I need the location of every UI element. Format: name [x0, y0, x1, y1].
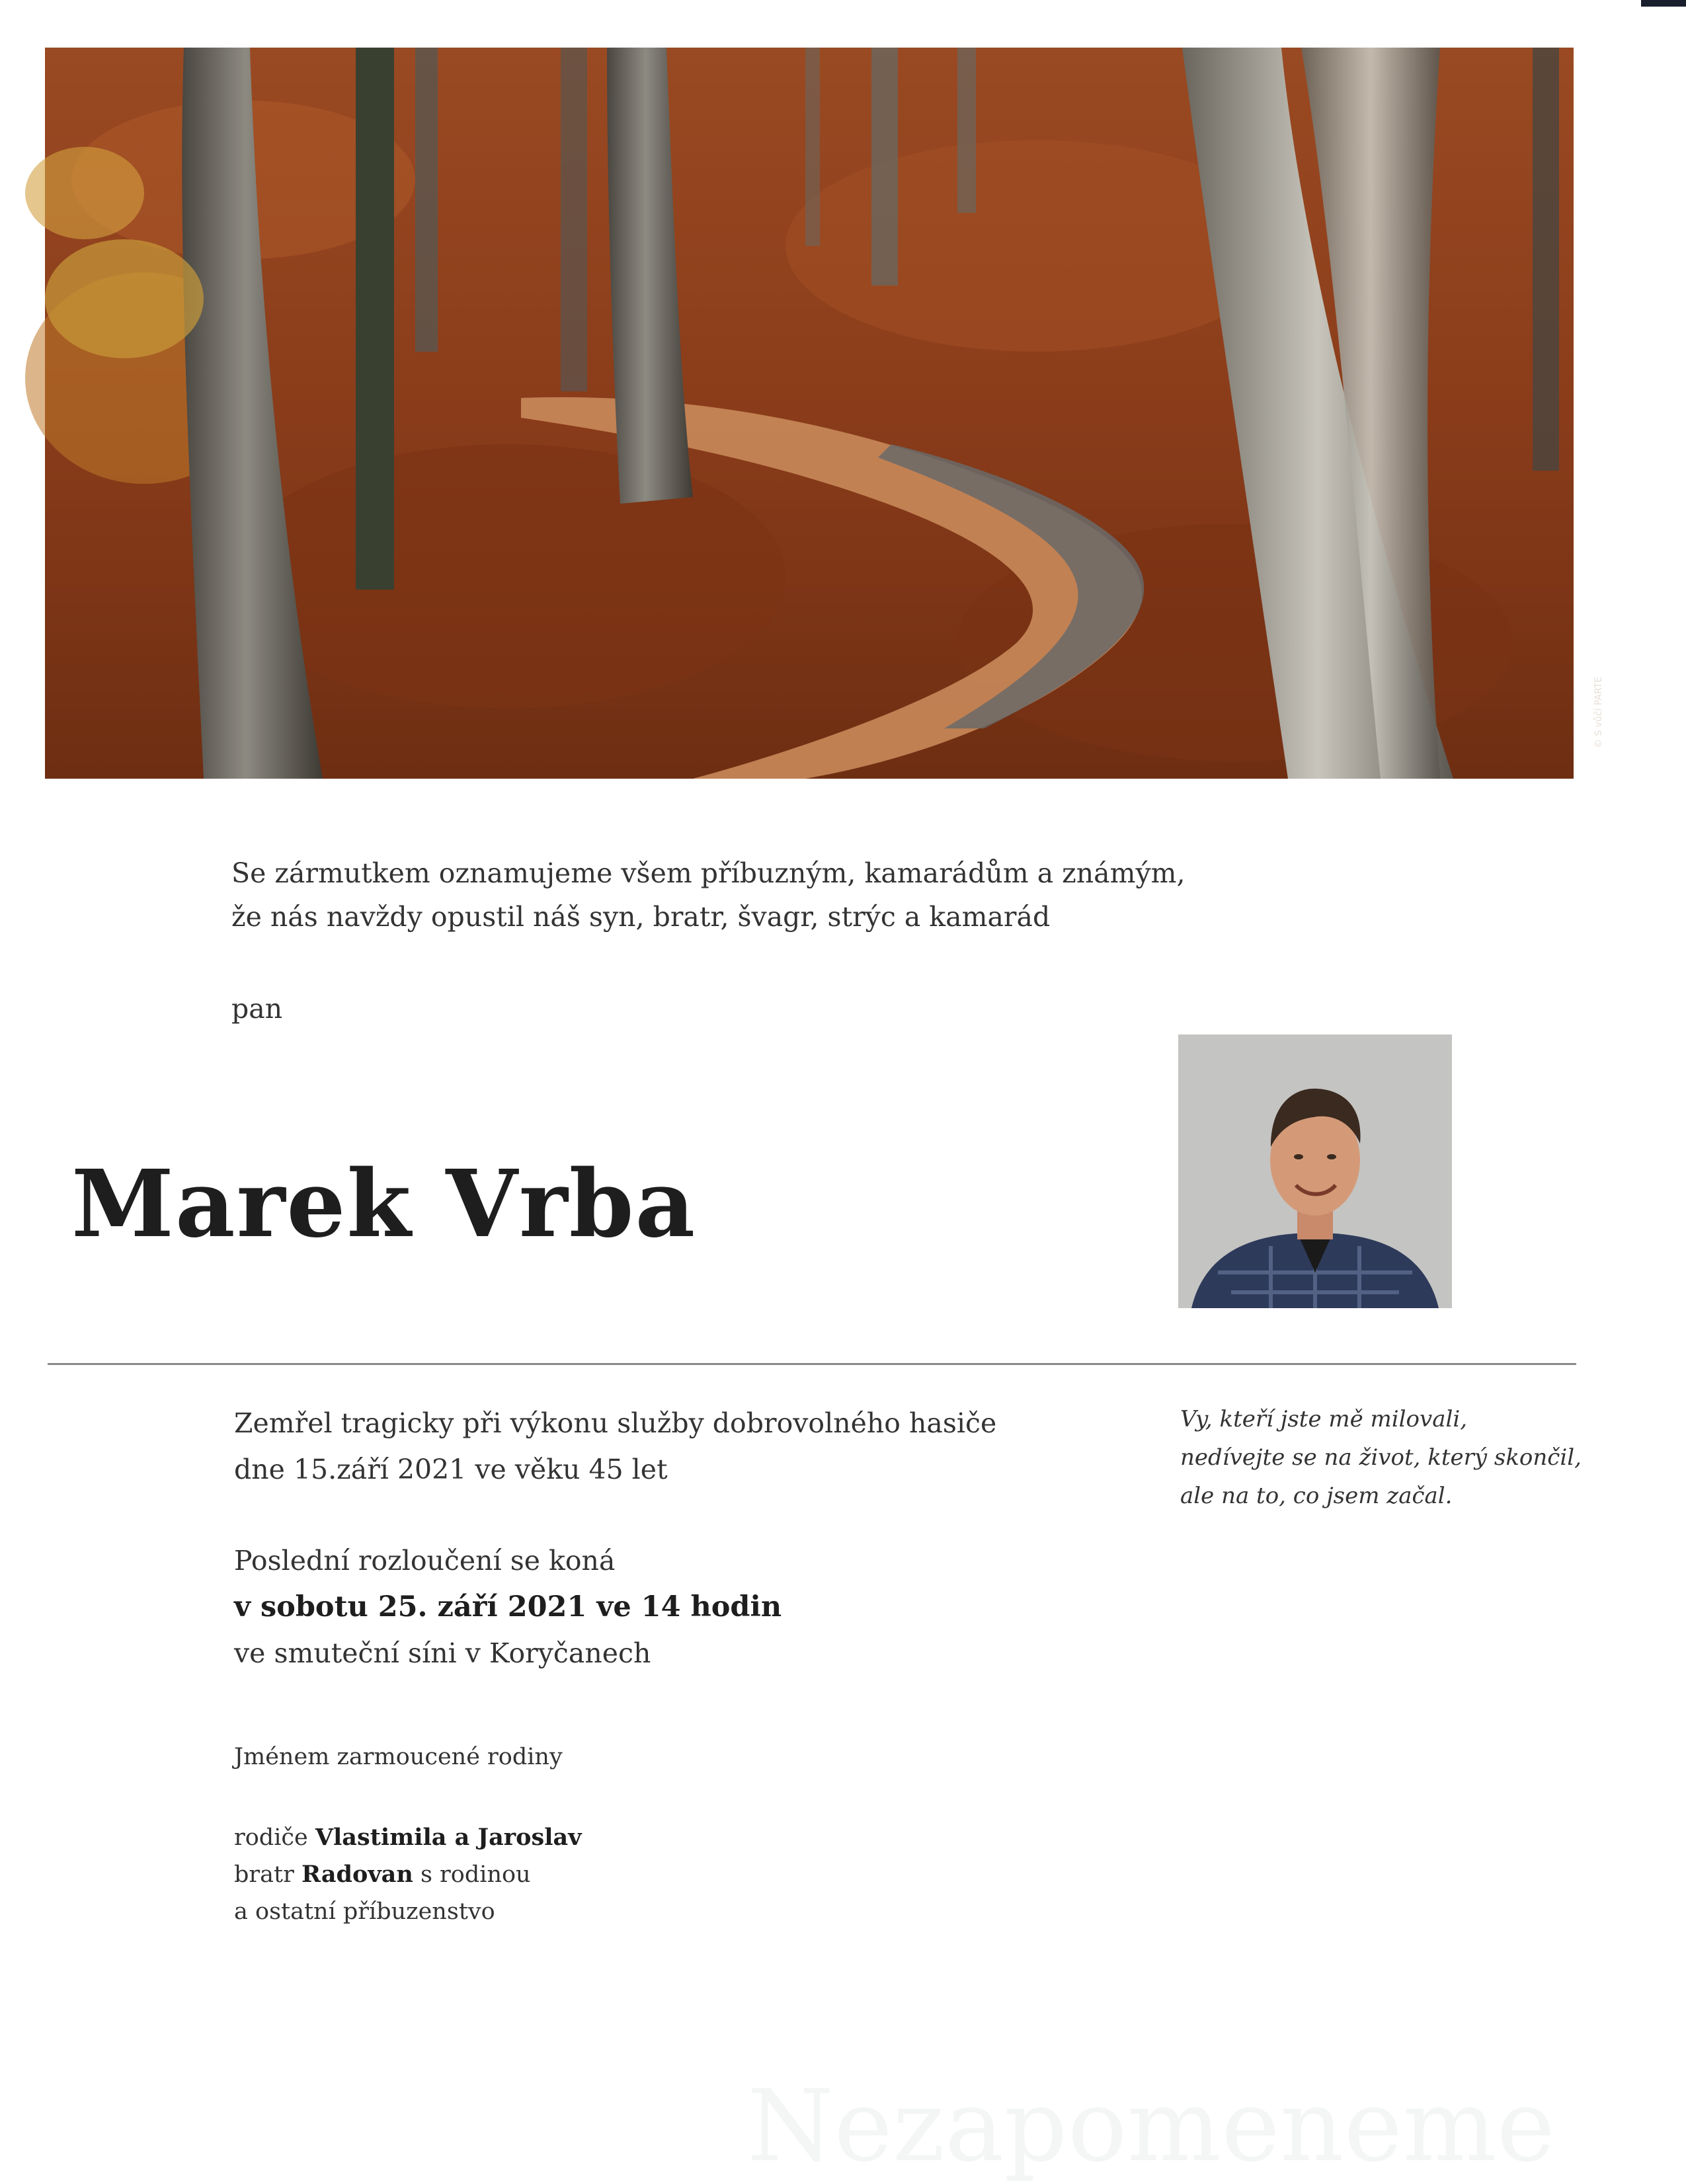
quote-line-3: ale na to, co jsem začal.	[1180, 1483, 1453, 1509]
death-info-line-1: Zemřel tragicky při výkonu služby dobrovolného hasiče	[234, 1407, 997, 1439]
quote-line-1: Vy, kteří jste mě milovali,	[1180, 1406, 1468, 1432]
family-others: a ostatní příbuzenstvo	[234, 1898, 495, 1925]
memorial-quote	[1180, 1400, 1582, 1515]
forest-illustration	[45, 48, 1574, 779]
farewell-info	[234, 1538, 782, 1676]
farewell-location: ve smuteční síni v Koryčanech	[234, 1637, 651, 1669]
parents-prefix: rodiče	[234, 1824, 308, 1851]
quote-line-2: nedívejte se na život, který skončil,	[1180, 1444, 1582, 1471]
parents-names: Vlastimila a Jaroslav	[315, 1824, 582, 1851]
photo-credit: © S vůčí PARTE	[1593, 676, 1604, 748]
farewell-line-1: Poslední rozloučení se koná	[234, 1545, 616, 1577]
brother-prefix: bratr	[234, 1861, 294, 1888]
brother-suffix: s rodinou	[420, 1861, 531, 1888]
forest-banner-photo	[45, 48, 1604, 779]
intro-line-2: že nás navždy opustil náš syn, bratr, švagr, strýc a kamarád	[231, 901, 1051, 933]
family-parents	[234, 1819, 582, 1856]
portrait-illustration	[1178, 1034, 1452, 1308]
deceased-name: Marek Vrba	[71, 1150, 697, 1259]
watermark-text: Nezapomeneme	[747, 2069, 1556, 2184]
family-brother	[234, 1856, 582, 1893]
death-info-line-2: dne 15.září 2021 ve věku 45 let	[234, 1454, 668, 1485]
death-info	[234, 1400, 996, 1493]
brother-name: Radovan	[301, 1861, 413, 1888]
family-intro: Jménem zarmoucené rodiny	[234, 1744, 563, 1770]
family-list	[234, 1819, 582, 1930]
announcement-intro	[231, 851, 1185, 939]
section-divider	[48, 1363, 1576, 1365]
portrait-photo	[1178, 1034, 1452, 1308]
scan-corner-mark	[1641, 0, 1686, 7]
intro-line-1: Se zármutkem oznamujeme všem příbuzným, kamarádům a známým,	[231, 857, 1185, 889]
salutation: pan	[231, 993, 283, 1025]
farewell-date-time: v sobotu 25. září 2021 ve 14 hodin	[234, 1590, 782, 1623]
